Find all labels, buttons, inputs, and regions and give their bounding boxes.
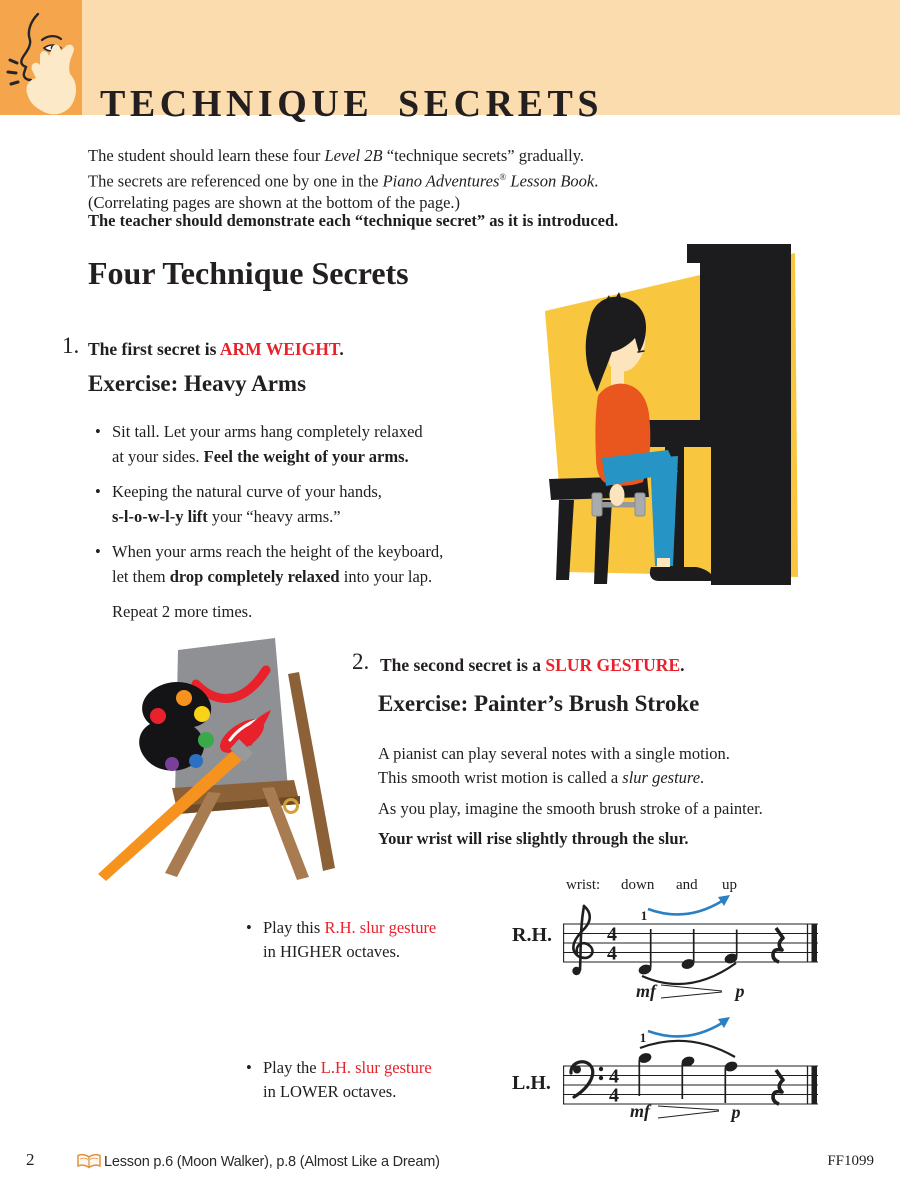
rh-decrescendo-hairpin xyxy=(661,985,722,998)
face-hand-whisper-icon xyxy=(0,0,82,115)
bullet-text xyxy=(112,420,423,469)
bullet-bold: s-l-o-w-l-y lift xyxy=(112,506,208,526)
lh-p: p xyxy=(731,1102,741,1122)
lh-finger-number: 1 xyxy=(639,1030,647,1045)
intro-line-3: (Correlating pages are shown at the bottom of the page.) xyxy=(88,192,461,212)
heavy-arms-bullets xyxy=(95,420,443,625)
secret2-number: 2. xyxy=(352,649,370,674)
secret2-highlight: SLUR GESTURE xyxy=(545,655,681,675)
secret1-post: . xyxy=(339,339,344,359)
intro-line-1 xyxy=(88,145,598,167)
slur-gesture-notation xyxy=(500,872,852,1134)
intro-text: The student should learn these four xyxy=(88,146,325,165)
lh-label: L.H. xyxy=(512,1072,551,1094)
lh-time-bottom: 4 xyxy=(609,1084,619,1107)
rh-mf: mf xyxy=(636,981,656,1001)
exercise2-heading: Exercise: Painter’s Brush Stroke xyxy=(378,691,700,716)
lh-notes xyxy=(637,1052,738,1103)
lh-final-barline xyxy=(812,1066,818,1104)
footer-lesson-reference xyxy=(76,1153,440,1170)
painter-easel-illustration xyxy=(92,630,344,888)
bullet-bold: Feel the weight of your arms. xyxy=(203,446,409,466)
play-rh-pre: Play this xyxy=(263,918,325,937)
section-heading: Four Technique Secrets xyxy=(88,255,409,291)
open-book-icon xyxy=(76,1153,102,1170)
slur-paragraph-1 xyxy=(378,742,730,790)
intro-text: . xyxy=(594,171,599,190)
wrist-up-label: up xyxy=(722,877,737,893)
lh-wrist-arrow xyxy=(648,1017,730,1036)
slur-gesture-italic: slur gesture xyxy=(622,768,701,787)
wrist-and-label: and xyxy=(676,877,698,893)
bullet-text xyxy=(112,540,443,589)
bullet-line: When your arms reach the height of the keyboard, xyxy=(112,542,444,561)
intro-text: The secrets are referenced one by one in the xyxy=(88,171,383,190)
bullet-line: at your sides. xyxy=(112,446,204,466)
header-banner xyxy=(0,0,900,126)
par-line: A pianist can play several notes with a single motion. xyxy=(378,744,730,763)
secret1-highlight: ARM WEIGHT xyxy=(219,339,340,359)
page-number: 2 xyxy=(26,1150,35,1169)
play-lh-bullet xyxy=(246,1056,432,1104)
bullet-item xyxy=(95,480,443,529)
repeat-note: Repeat 2 more times. xyxy=(112,602,253,621)
bullet-line: let them xyxy=(112,566,170,586)
bullet-line: into your lap. xyxy=(339,566,433,586)
bullet-glyph: • xyxy=(246,918,252,937)
lh-decrescendo-hairpin xyxy=(658,1106,719,1118)
secret2-pre: The second secret is a xyxy=(380,655,546,675)
bullet-glyph: • xyxy=(95,542,101,561)
bullet-line: Keeping the natural curve of your hands, xyxy=(112,482,382,501)
lesson-book-italic: Lesson Book xyxy=(506,171,595,190)
wrist-down-label: down xyxy=(621,877,655,893)
rh-label: R.H. xyxy=(512,924,552,946)
intro-text: “technique secrets” gradually. xyxy=(382,146,585,165)
play-rh-bullet xyxy=(246,916,436,964)
slur-paragraph-3: Your wrist will rise slightly through the slur. xyxy=(378,829,689,848)
rh-time-bottom: 4 xyxy=(607,942,617,965)
secret2-post: . xyxy=(680,655,685,675)
rh-p: p xyxy=(735,981,745,1001)
rh-final-barline xyxy=(812,924,818,962)
slur-paragraph-2: As you play, imagine the smooth brush stroke of a painter. xyxy=(378,799,763,818)
bullet-line: Sit tall. Let your arms hang completely relaxed xyxy=(112,422,423,441)
bullet-bold: drop completely relaxed xyxy=(169,566,340,586)
bullet-item xyxy=(95,420,443,469)
play-rh-red: R.H. slur gesture xyxy=(324,918,437,937)
secret1-pre: The first secret is xyxy=(88,339,220,359)
lh-slur xyxy=(640,1041,735,1057)
intro-line-2 xyxy=(88,167,598,192)
lesson-reference-text: Lesson p.6 (Moon Walker), p.8 (Almost Like a Dream) xyxy=(104,1153,440,1170)
play-lh-pre: Play the xyxy=(263,1058,321,1077)
bullet-item xyxy=(95,540,443,589)
page-title: TECHNIQUE SECRETS xyxy=(100,83,604,126)
bullet-glyph: • xyxy=(95,422,101,441)
play-lh-line1 xyxy=(246,1056,432,1080)
registered-mark: ® xyxy=(499,171,507,182)
rh-wrist-arrow xyxy=(648,895,730,914)
wrist-label: wrist: xyxy=(566,877,601,893)
exercise1-heading: Exercise: Heavy Arms xyxy=(88,371,307,396)
bullet-line: your “heavy arms.” xyxy=(207,506,341,526)
lh-mf: mf xyxy=(630,1101,650,1121)
play-rh-line2: in HIGHER octaves. xyxy=(263,942,401,961)
piano-adventures-italic: Piano Adventures xyxy=(382,171,500,190)
boy-at-piano-illustration xyxy=(530,235,802,590)
whisper-badge xyxy=(0,0,82,115)
bullet-glyph: • xyxy=(95,482,101,501)
bass-clef xyxy=(571,1062,603,1097)
bullet-text xyxy=(112,480,382,529)
level-2b-italic: Level 2B xyxy=(324,146,383,165)
treble-clef xyxy=(572,906,592,975)
par-line: This smooth wrist motion is called a xyxy=(378,768,623,787)
par-line: . xyxy=(700,768,705,787)
catalog-number: FF1099 xyxy=(827,1153,874,1169)
lh-time-top: 4 xyxy=(609,1065,619,1088)
intro-paragraph xyxy=(88,145,598,213)
rh-time-top: 4 xyxy=(607,923,617,946)
teacher-note: The teacher should demonstrate each “technique secret” as it is introduced. xyxy=(88,211,619,230)
secret1-line xyxy=(88,339,344,360)
secret2-line xyxy=(380,655,685,676)
play-rh-line1 xyxy=(246,916,436,940)
play-lh-red: L.H. slur gesture xyxy=(320,1058,432,1077)
secret1-number: 1. xyxy=(62,333,80,358)
rh-finger-number: 1 xyxy=(640,908,648,923)
play-lh-line2: in LOWER octaves. xyxy=(263,1082,397,1101)
bullet-glyph: • xyxy=(246,1058,252,1077)
